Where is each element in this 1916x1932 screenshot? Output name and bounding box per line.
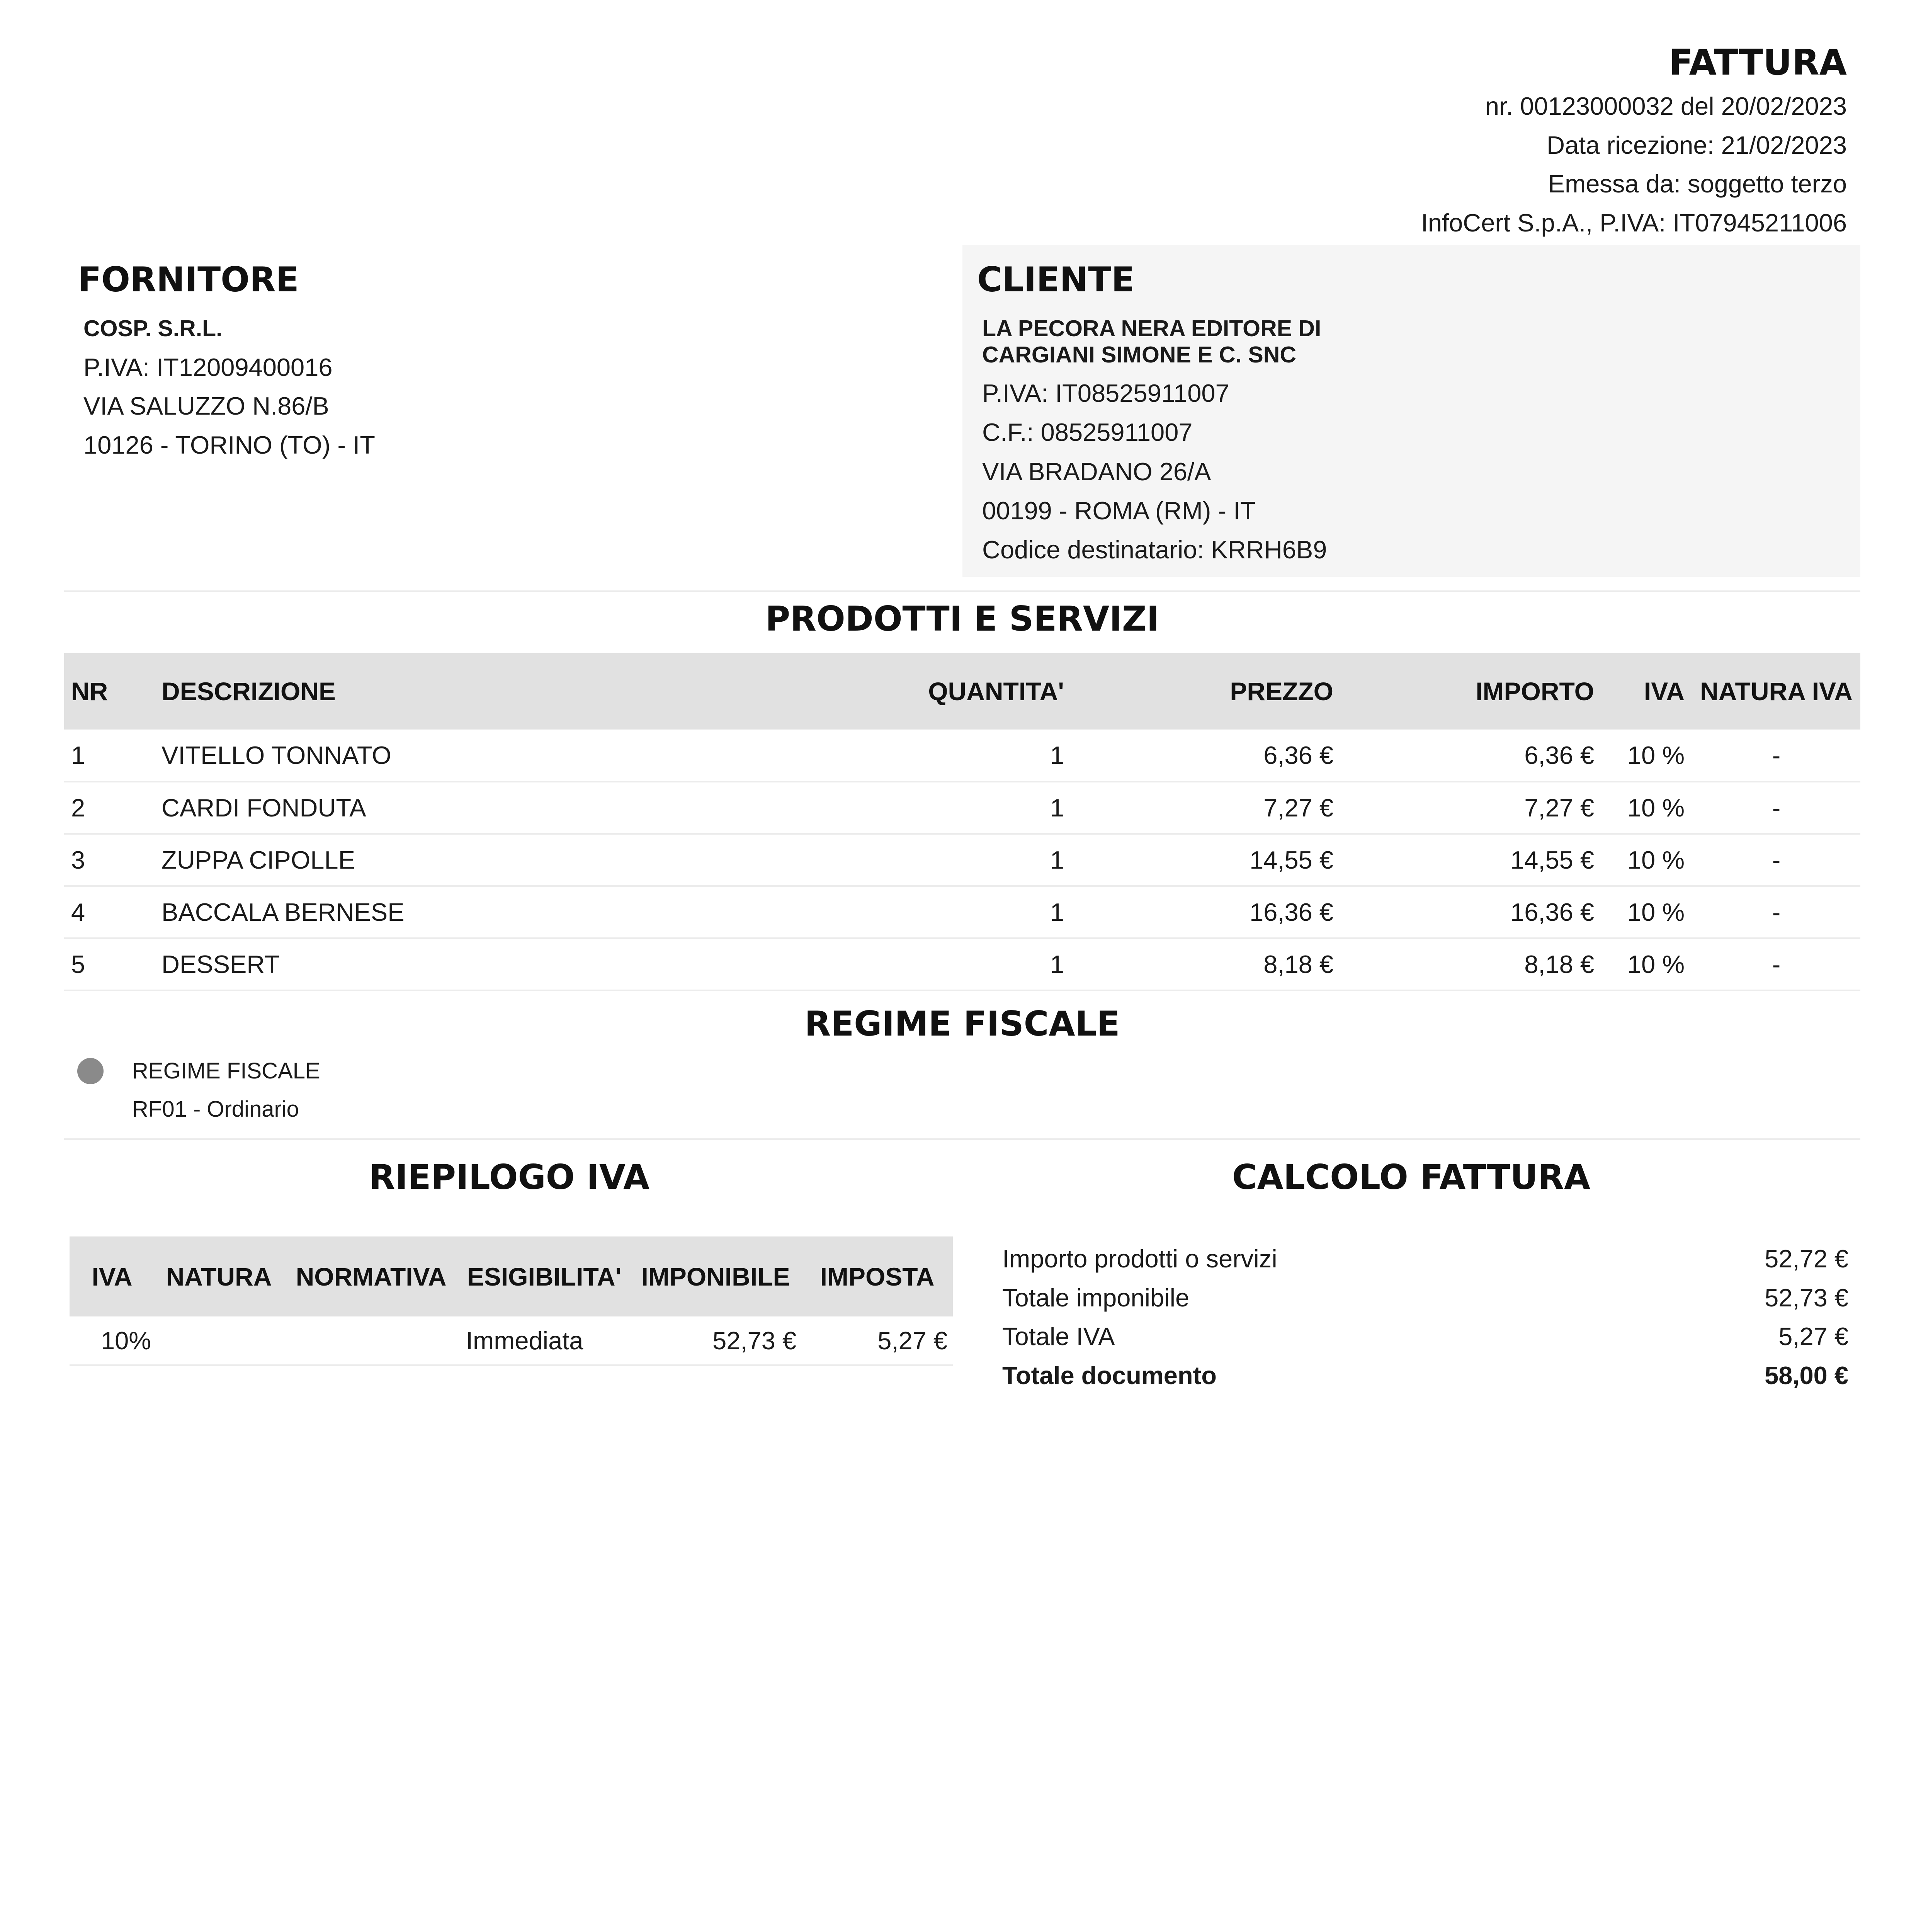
invoice-calc-heading: CALCOLO FATTURA bbox=[1232, 1157, 1591, 1197]
calc-label: Importo prodotti o servizi bbox=[1002, 1245, 1277, 1273]
col-header-vat: IVA bbox=[1644, 677, 1685, 706]
col-header-vat-nature: NATURA IVA bbox=[1700, 677, 1853, 706]
tax-regime-value: RF01 - Ordinario bbox=[132, 1097, 299, 1122]
cell-quantity: 1 bbox=[850, 938, 1074, 990]
customer-name bbox=[982, 315, 1321, 368]
cell-nr: 3 bbox=[64, 834, 155, 886]
vat-summary-table bbox=[70, 1236, 953, 1366]
cell-description: VITELLO TONNATO bbox=[155, 730, 850, 782]
calc-label: Totale documento bbox=[1002, 1361, 1217, 1390]
cell-vat-nature: - bbox=[1692, 782, 1860, 834]
cell-price: 6,36 € bbox=[1074, 730, 1343, 782]
supplier-city: 10126 - TORINO (TO) - IT bbox=[83, 431, 375, 459]
col-header-regulation: NORMATIVA bbox=[296, 1262, 447, 1291]
customer-heading: CLIENTE bbox=[977, 260, 1135, 299]
cell-nr: 5 bbox=[64, 938, 155, 990]
invoice-title: FATTURA bbox=[1669, 42, 1847, 83]
cell-vat-nature: - bbox=[1692, 730, 1860, 782]
cell-vat-nature: - bbox=[1692, 886, 1860, 938]
cell-nature bbox=[155, 1316, 283, 1365]
cell-vat: 10% bbox=[70, 1316, 155, 1365]
vat-summary-heading: RIEPILOGO IVA bbox=[369, 1157, 650, 1197]
col-header-nature: NATURA bbox=[166, 1262, 272, 1291]
cell-vat: 10 % bbox=[1604, 730, 1692, 782]
table-row bbox=[64, 834, 1860, 886]
col-header-taxable: IMPONIBILE bbox=[641, 1262, 790, 1291]
cell-vat-nature: - bbox=[1692, 938, 1860, 990]
calc-value: 52,73 € bbox=[1765, 1283, 1848, 1312]
tax-regime-heading: REGIME FISCALE bbox=[804, 1004, 1120, 1044]
supplier-name: COSP. S.R.L. bbox=[83, 316, 223, 341]
supplier-vat: P.IVA: IT12009400016 bbox=[83, 353, 333, 381]
cell-amount: 7,27 € bbox=[1343, 782, 1604, 834]
cell-regulation bbox=[283, 1316, 459, 1365]
col-header-vat: IVA bbox=[92, 1262, 133, 1291]
section-divider bbox=[64, 1138, 1860, 1140]
customer-address: VIA BRADANO 26/A bbox=[982, 457, 1211, 486]
table-row bbox=[64, 730, 1860, 782]
customer-recipient-code: Codice destinatario: KRRH6B9 bbox=[982, 536, 1327, 564]
cell-description: ZUPPA CIPOLLE bbox=[155, 834, 850, 886]
vat-summary-header-row bbox=[70, 1236, 953, 1316]
cell-vat: 10 % bbox=[1604, 938, 1692, 990]
tax-regime-details bbox=[132, 1052, 320, 1128]
customer-name-line2: CARGIANI SIMONE E C. SNC bbox=[982, 342, 1296, 367]
cell-nr: 1 bbox=[64, 730, 155, 782]
cell-quantity: 1 bbox=[850, 834, 1074, 886]
cell-quantity: 1 bbox=[850, 730, 1074, 782]
col-header-price: PREZZO bbox=[1230, 677, 1333, 706]
col-header-chargeability: ESIGIBILITA' bbox=[467, 1262, 622, 1291]
customer-vat: P.IVA: IT08525911007 bbox=[982, 379, 1229, 407]
products-heading: PRODOTTI E SERVIZI bbox=[765, 599, 1159, 639]
cell-amount: 8,18 € bbox=[1343, 938, 1604, 990]
tax-regime-label: REGIME FISCALE bbox=[132, 1058, 320, 1083]
col-header-description: DESCRIZIONE bbox=[162, 677, 336, 706]
table-row bbox=[70, 1316, 953, 1365]
cell-amount: 14,55 € bbox=[1343, 834, 1604, 886]
col-header-tax: IMPOSTA bbox=[820, 1262, 935, 1291]
cell-nr: 4 bbox=[64, 886, 155, 938]
products-header-row bbox=[64, 653, 1860, 730]
cell-amount: 6,36 € bbox=[1343, 730, 1604, 782]
bullet-circle-icon bbox=[77, 1058, 104, 1084]
calc-value: 58,00 € bbox=[1765, 1361, 1848, 1390]
cell-price: 14,55 € bbox=[1074, 834, 1343, 886]
section-divider bbox=[64, 590, 1860, 592]
invoice-header-info bbox=[1421, 87, 1847, 243]
calc-row bbox=[1002, 1279, 1848, 1318]
invoice-calc-list bbox=[1002, 1240, 1848, 1395]
table-row bbox=[64, 782, 1860, 834]
col-header-amount: IMPORTO bbox=[1476, 677, 1594, 706]
calc-label: Totale imponibile bbox=[1002, 1283, 1190, 1312]
customer-city: 00199 - ROMA (RM) - IT bbox=[982, 496, 1256, 525]
cell-quantity: 1 bbox=[850, 782, 1074, 834]
cell-price: 16,36 € bbox=[1074, 886, 1343, 938]
supplier-heading: FORNITORE bbox=[78, 260, 299, 299]
invoice-number: nr. 00123000032 del 20/02/2023 bbox=[1485, 92, 1847, 120]
customer-tax-code: C.F.: 08525911007 bbox=[982, 418, 1193, 447]
col-header-quantity: QUANTITA' bbox=[928, 677, 1064, 706]
cell-quantity: 1 bbox=[850, 886, 1074, 938]
issuer-info: InfoCert S.p.A., P.IVA: IT07945211006 bbox=[1421, 209, 1847, 237]
cell-tax: 5,27 € bbox=[802, 1316, 953, 1365]
calc-value: 5,27 € bbox=[1778, 1322, 1848, 1351]
cell-vat: 10 % bbox=[1604, 782, 1692, 834]
calc-label: Totale IVA bbox=[1002, 1322, 1115, 1351]
supplier-address: VIA SALUZZO N.86/B bbox=[83, 392, 329, 420]
cell-price: 8,18 € bbox=[1074, 938, 1343, 990]
calc-row-total bbox=[1002, 1356, 1848, 1395]
calc-value: 52,72 € bbox=[1765, 1245, 1848, 1273]
products-table bbox=[64, 653, 1860, 991]
calc-row bbox=[1002, 1317, 1848, 1356]
col-header-nr: NR bbox=[71, 677, 108, 706]
cell-vat: 10 % bbox=[1604, 834, 1692, 886]
table-row bbox=[64, 938, 1860, 990]
receipt-date: Data ricezione: 21/02/2023 bbox=[1547, 131, 1847, 159]
cell-taxable: 52,73 € bbox=[629, 1316, 802, 1365]
customer-section bbox=[962, 245, 1860, 577]
cell-price: 7,27 € bbox=[1074, 782, 1343, 834]
cell-description: DESSERT bbox=[155, 938, 850, 990]
calc-row bbox=[1002, 1240, 1848, 1279]
cell-chargeability: Immediata bbox=[459, 1316, 629, 1365]
cell-amount: 16,36 € bbox=[1343, 886, 1604, 938]
cell-nr: 2 bbox=[64, 782, 155, 834]
customer-name-line1: LA PECORA NERA EDITORE DI bbox=[982, 316, 1321, 341]
customer-details bbox=[982, 374, 1327, 569]
cell-vat: 10 % bbox=[1604, 886, 1692, 938]
issued-by: Emessa da: soggetto terzo bbox=[1548, 170, 1847, 198]
cell-description: CARDI FONDUTA bbox=[155, 782, 850, 834]
cell-vat-nature: - bbox=[1692, 834, 1860, 886]
cell-description: BACCALA BERNESE bbox=[155, 886, 850, 938]
supplier-details bbox=[83, 309, 375, 465]
table-row bbox=[64, 886, 1860, 938]
